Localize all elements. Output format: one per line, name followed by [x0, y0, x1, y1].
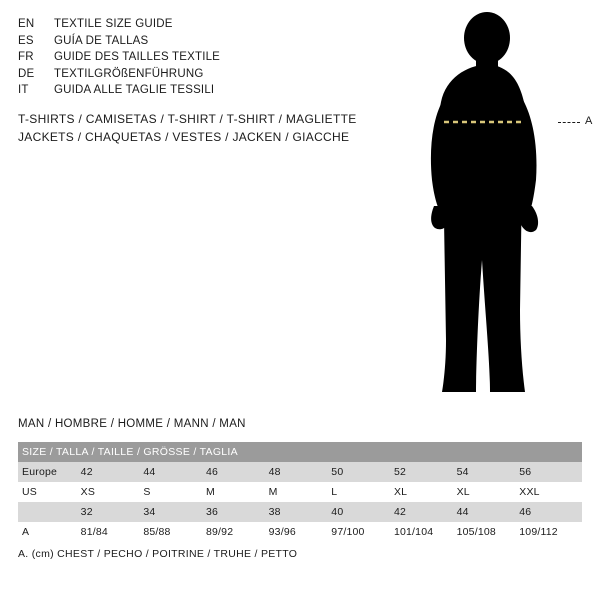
- cell-value: 85/88: [143, 526, 171, 538]
- category-list: [18, 110, 378, 146]
- language-row: [18, 33, 348, 50]
- cell-value: 46: [519, 506, 532, 518]
- language-code: FR: [18, 51, 34, 63]
- man-silhouette-icon: [410, 10, 600, 410]
- cell-value: 81/84: [80, 526, 108, 538]
- cell-value: 32: [80, 506, 93, 518]
- category-line-tshirts: T-SHIRTS / CAMISETAS / T-SHIRT / T-SHIRT / MAGLIETTE: [18, 112, 357, 126]
- language-text: TEXTILGRÖßENFÜHRUNG: [54, 67, 204, 80]
- language-code: ES: [18, 34, 34, 47]
- cell-value: S: [143, 486, 151, 498]
- cell-value: 93/96: [268, 526, 296, 538]
- cell-value: XS: [80, 486, 96, 498]
- measure-leader-line: [558, 122, 580, 123]
- cell-value: 36: [205, 506, 219, 518]
- language-row: [18, 66, 348, 83]
- language-code: EN: [18, 18, 35, 30]
- language-code: DE: [18, 67, 35, 80]
- cell-value: 54: [456, 466, 469, 478]
- table-title-man: MAN / HOMBRE / HOMME / MANN / MAN: [18, 418, 246, 430]
- size-table: [18, 442, 582, 542]
- cell-value: 89/92: [205, 526, 234, 538]
- cell-value: 109/112: [519, 526, 558, 538]
- cell-value: 46: [205, 466, 219, 478]
- cell-value: 42: [80, 466, 93, 478]
- language-text: GUIDA ALLE TAGLIE TESSILI: [54, 84, 215, 96]
- language-row: [18, 16, 348, 33]
- language-text: GUIDE DES TAILLES TEXTILE: [54, 51, 221, 63]
- cell-value: 40: [331, 506, 344, 518]
- row-label-europe: Europe: [22, 466, 58, 478]
- cell-value: 44: [456, 506, 469, 518]
- language-list: [18, 16, 348, 99]
- cell-value: 48: [268, 466, 281, 478]
- cell-value: 44: [143, 466, 156, 478]
- language-row: [18, 49, 348, 66]
- cell-value: 34: [143, 506, 156, 518]
- language-code: IT: [18, 84, 29, 96]
- category-line-jackets: JACKETS / CHAQUETAS / VESTES / JACKEN / GIACCHE: [18, 130, 350, 144]
- row-label-us: US: [22, 486, 37, 498]
- cell-value: 105/108: [456, 526, 496, 538]
- table-row: [18, 522, 582, 542]
- table-row: [18, 502, 582, 522]
- language-text: GUÍA DE TALLAS: [54, 34, 149, 47]
- cell-value: XL: [393, 486, 408, 498]
- cell-value: 56: [519, 466, 532, 478]
- row-label-a: A: [22, 526, 30, 538]
- table-header-row: [18, 442, 582, 462]
- cell-value: M: [268, 486, 278, 498]
- cell-value: XL: [456, 486, 470, 498]
- cell-value: M: [205, 486, 215, 498]
- language-row: [18, 82, 348, 99]
- cell-value: 50: [331, 466, 344, 478]
- table-row: [18, 482, 582, 502]
- row-label-us-numeric: [18, 502, 81, 522]
- cell-value: 38: [268, 506, 281, 518]
- cell-value: 52: [393, 466, 407, 478]
- table-header-label: SIZE / TALLA / TAILLE / GRÖSSE / TAGLIA: [22, 446, 238, 458]
- cell-value: 97/100: [331, 526, 365, 538]
- cell-value: L: [331, 486, 338, 498]
- table-row: [18, 462, 582, 482]
- footnote-chest-measure: A. (cm) CHEST / PECHO / POITRINE / TRUHE / PETTO: [18, 548, 298, 560]
- cell-value: 101/104: [393, 526, 434, 538]
- measure-letter-a: A: [585, 115, 593, 127]
- body-silhouette-figure: [410, 10, 600, 410]
- cell-value: 42: [393, 506, 407, 518]
- cell-value: XXL: [519, 486, 540, 498]
- language-text: TEXTILE SIZE GUIDE: [54, 18, 173, 30]
